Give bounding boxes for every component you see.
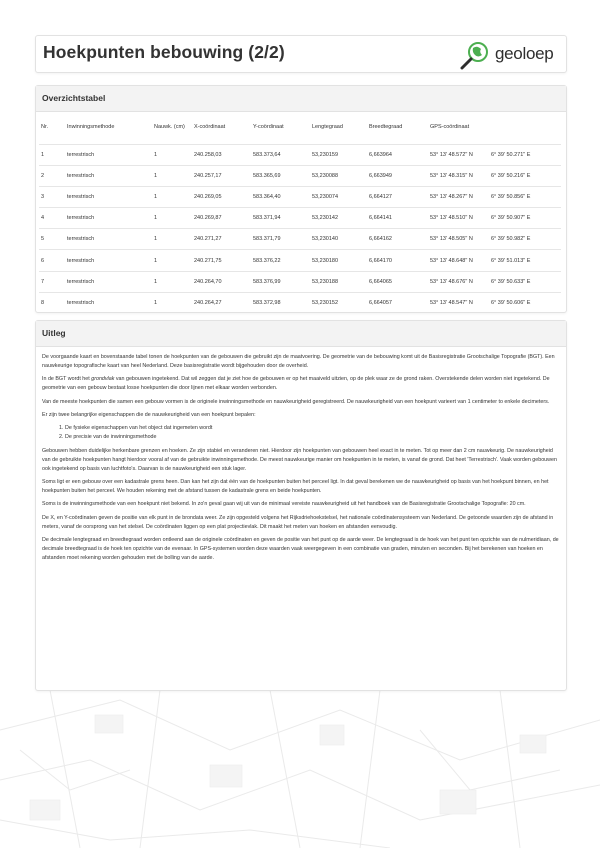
geoloep-logo [458, 40, 558, 70]
numbered-list [42, 424, 559, 442]
table-row [39, 165, 561, 186]
cell-gps-north: 53° 13' 48.676" N [430, 278, 473, 285]
header-card [35, 35, 567, 73]
cell-gps-east: 6° 39' 50.606" E [491, 300, 531, 307]
paragraph: Gebouwen hebben duidelijke herkenbare grenzen en hoeken. Ze zijn stabiel en veranderen niet. Hierdoor zijn hoekpunten van gebouwen heel exact in te meten. Tot op meer dan 2 cm nauwkeurig. De nauwkeurigheid van de gebruikte hoekpunten hangt hierdoor vooral af van de gebruikte inwinningsmethode. De meest nauwkeurige manier om hoekpunten in te meten, is vanaf de grond. Dat heet 'Terrestrisch'. Vaak worden gebouwen ook ingetekend op basis van luchtfoto's. Daarvan is de nauwkeurigheid een stuk lager. [42, 447, 557, 472]
col-header-y: Y-coördinaat [253, 124, 284, 131]
paragraph: In de BGT wordt het grondvlak van gebouwen ingetekend. Dat wil zeggen dat je ziet hoe de gebouwen er op het maaiveld uitzien, op de plek waar ze de grond raken. Overstekende delen worden niet ingetekend. De geometrie van een gebouw bestaat losse hoekpunten die door lijnen met elkaar worden verbonden. [42, 376, 550, 392]
paragraph: De voorgaande kaart en bovenstaande tabel tonen de hoekpunten van de gebouwen die gebruikt zijn de maatvoering. De geometrie van de bebouwing komt uit de Basisregistratie Grootschalige Topografie (BGT). Een nauwkeurige topografische kaart van heel Nederland. Deze basisregistratie wordt bijgehouden door de overheid. [42, 354, 555, 369]
cell-x: 240.258,03 [194, 151, 222, 158]
cell-gps-east: 6° 39' 50.982" E [491, 236, 531, 243]
cell-y: 583.376,22 [253, 257, 281, 264]
overview-table-card [35, 85, 567, 313]
cell-gps-east: 6° 39' 50.856" E [491, 193, 531, 200]
cell-gps-north: 53° 13' 48.510" N [430, 215, 473, 222]
cell-gps-north: 53° 13' 48.315" N [430, 172, 473, 179]
cell-gps-east: 6° 39' 50.633" E [491, 278, 531, 285]
cell-method: terrestrisch [67, 278, 95, 285]
cell-gps-north: 53° 13' 48.267" N [430, 193, 473, 200]
paragraph: Soms ligt er een gebouw over een kadastrale grens heen. Dan kan het zijn dat één van de hoekpunten buiten het perceel ligt. In dat geval berekenen we de nauwkeurigheid op basis van het hoekpunt binnen, en het hoekpunten buiten het perceel. We houden rekening met de afstand tussen de kadastrale grens en beide hoekpunten. [42, 478, 549, 494]
cell-latitude: 6,664065 [369, 278, 392, 285]
cell-latitude: 6,663964 [369, 151, 392, 158]
cell-method: terrestrisch [67, 172, 95, 179]
table-row [39, 208, 561, 229]
cell-nr: 2 [41, 172, 45, 179]
cell-nr: 7 [41, 278, 45, 285]
cell-longitude: 53,230074 [312, 193, 338, 200]
cell-accuracy: 1 [154, 278, 158, 285]
cell-y: 583.373,64 [253, 151, 281, 158]
section-title-overview: Overzichtstabel [36, 86, 566, 112]
cell-gps-north: 53° 13' 48.648" N [430, 257, 473, 264]
cell-nr: 8 [41, 300, 45, 307]
list-item: 1. De fysieke eigenschappen van het object dat ingemeten wordt [65, 424, 559, 433]
cell-longitude: 53,230152 [312, 300, 338, 307]
cell-method: terrestrisch [67, 257, 95, 264]
cell-latitude: 6,663949 [369, 172, 392, 179]
cell-nr: 1 [41, 151, 45, 158]
cell-x: 240.271,27 [194, 236, 222, 243]
cell-nr: 5 [41, 236, 45, 243]
explanation-body [36, 347, 566, 563]
table-row [39, 186, 561, 207]
paragraph: De X, en Y-coördinaten geven de positie van elk punt in de brondata weer. Ze zijn opgesteld volgens het Rijksdriehoekstelsel, het nationale coördinatensysteem van Nederland. De getoonde waarden zijn de afstand in meters, vanaf de oorsprong van het stelsel. De coördinaten liggen op een plat projectievlak. Dit maakt het meten van hoeken en afstanden eenvoudig. [42, 514, 554, 530]
cell-gps-north: 53° 13' 48.547" N [430, 300, 473, 307]
cell-longitude: 53,230159 [312, 151, 338, 158]
cell-x: 240.264,70 [194, 278, 222, 285]
cell-y: 583.365,69 [253, 172, 281, 179]
cell-longitude: 53,230088 [312, 172, 338, 179]
table-row [39, 144, 561, 165]
cell-method: terrestrisch [67, 236, 95, 243]
cell-x: 240.264,27 [194, 300, 222, 307]
cell-accuracy: 1 [154, 257, 158, 264]
col-header-nr: Nr. [41, 124, 49, 131]
cell-y: 583.372,98 [253, 300, 281, 307]
cell-accuracy: 1 [154, 236, 158, 243]
cell-longitude: 53,230180 [312, 257, 338, 264]
cell-nr: 6 [41, 257, 45, 264]
paragraph: Er zijn twee belangrijke eigenschappen die de nauwkeurigheid van een hoekpunt bepalen: [42, 412, 256, 419]
cell-accuracy: 1 [154, 151, 158, 158]
cell-gps-east: 6° 39' 50.907" E [491, 215, 531, 222]
cell-y: 583.364,40 [253, 193, 281, 200]
cell-accuracy: 1 [154, 215, 158, 222]
cell-longitude: 53,230142 [312, 215, 338, 222]
cell-x: 240.271,75 [194, 257, 222, 264]
cell-gps-east: 6° 39' 50.216" E [491, 172, 531, 179]
cell-nr: 3 [41, 193, 45, 200]
col-header-gps: GPS-coördinaat [430, 124, 470, 131]
cell-gps-east: 6° 39' 51.013" E [491, 257, 531, 264]
table-row [39, 271, 561, 292]
page-title: Hoekpunten bebouwing (2/2) [43, 42, 285, 62]
list-item: 2. De precisie van de inwinningsmethode [65, 433, 559, 442]
col-header-longitude: Lengtegraad [312, 124, 343, 131]
table-row [39, 292, 561, 313]
cell-gps-north: 53° 13' 48.572" N [430, 151, 473, 158]
logo-text: geoloep [495, 44, 554, 63]
cell-y: 583.371,94 [253, 215, 281, 222]
cell-latitude: 6,664057 [369, 300, 392, 307]
cell-latitude: 6,664170 [369, 257, 392, 264]
cell-accuracy: 1 [154, 193, 158, 200]
cell-method: terrestrisch [67, 300, 95, 307]
table-row [39, 229, 561, 250]
col-header-latitude: Breedtegraad [369, 124, 403, 131]
cell-latitude: 6,664127 [369, 193, 392, 200]
paragraph: De decimale lengtegraad en breedtegraad worden ontleend aan de originele coördinaten en geven de positie van het punt op de aarde weer. De lengtegraad is de hoek van het punt ten opzichte van de nulmeridiaan, de decimale breedtegraad is de hoek ten opzichte van de evenaar. In GPS-systemen worden deze waarden vaak weergegeven in een combinatie van graden, minuten en seconden. Bij het berekenen van hoeken en afstanden moet rekening worden gehouden met de bolling van de aarde. [42, 537, 559, 561]
cell-x: 240.269,05 [194, 193, 222, 200]
corner-points-table [39, 112, 561, 314]
emphasis-grondvlak: grondvlak [91, 376, 115, 383]
cell-accuracy: 1 [154, 300, 158, 307]
table-row [39, 250, 561, 271]
paragraph: Van de meeste hoekpunten die samen een gebouw vormen is de originele inwinningsmethode en nauwkeurigheid geregistreerd. De nauwkeurigheid van een hoekpunt varieert van 1 centimeter to enkele decimeters. [42, 398, 550, 405]
magnifier-globe-icon [458, 40, 492, 70]
cell-longitude: 53,230188 [312, 278, 338, 285]
cell-longitude: 53,230140 [312, 236, 338, 243]
col-header-x: X-coördinaat [194, 124, 226, 131]
cell-y: 583.371,79 [253, 236, 281, 243]
background-map-pattern [0, 690, 600, 848]
cell-latitude: 6,664162 [369, 236, 392, 243]
cell-accuracy: 1 [154, 172, 158, 179]
col-header-accuracy: Nauwk. (cm) [154, 124, 185, 131]
cell-y: 583.376,99 [253, 278, 281, 285]
cell-method: terrestrisch [67, 151, 95, 158]
section-title-explanation: Uitleg [36, 321, 566, 347]
cell-method: terrestrisch [67, 215, 95, 222]
cell-x: 240.269,87 [194, 215, 222, 222]
paragraph: Soms is de inwinningsmethode van een hoekpunt niet bekend. In zo'n geval gaan wij uit van de minimaal vereiste nauwkeurigheid uit het handboek van de Basisregistratie Grootschalige Topografie: 20 cm. [42, 501, 526, 508]
col-header-method: Inwinningsmethode [67, 124, 115, 131]
cell-nr: 4 [41, 215, 45, 222]
cell-method: terrestrisch [67, 193, 95, 200]
cell-gps-east: 6° 39' 50.271" E [491, 151, 531, 158]
table-header-row [39, 112, 561, 144]
explanation-card [35, 320, 567, 691]
cell-latitude: 6,664141 [369, 215, 392, 222]
cell-gps-north: 53° 13' 48.505" N [430, 236, 473, 243]
cell-x: 240.257,17 [194, 172, 222, 179]
